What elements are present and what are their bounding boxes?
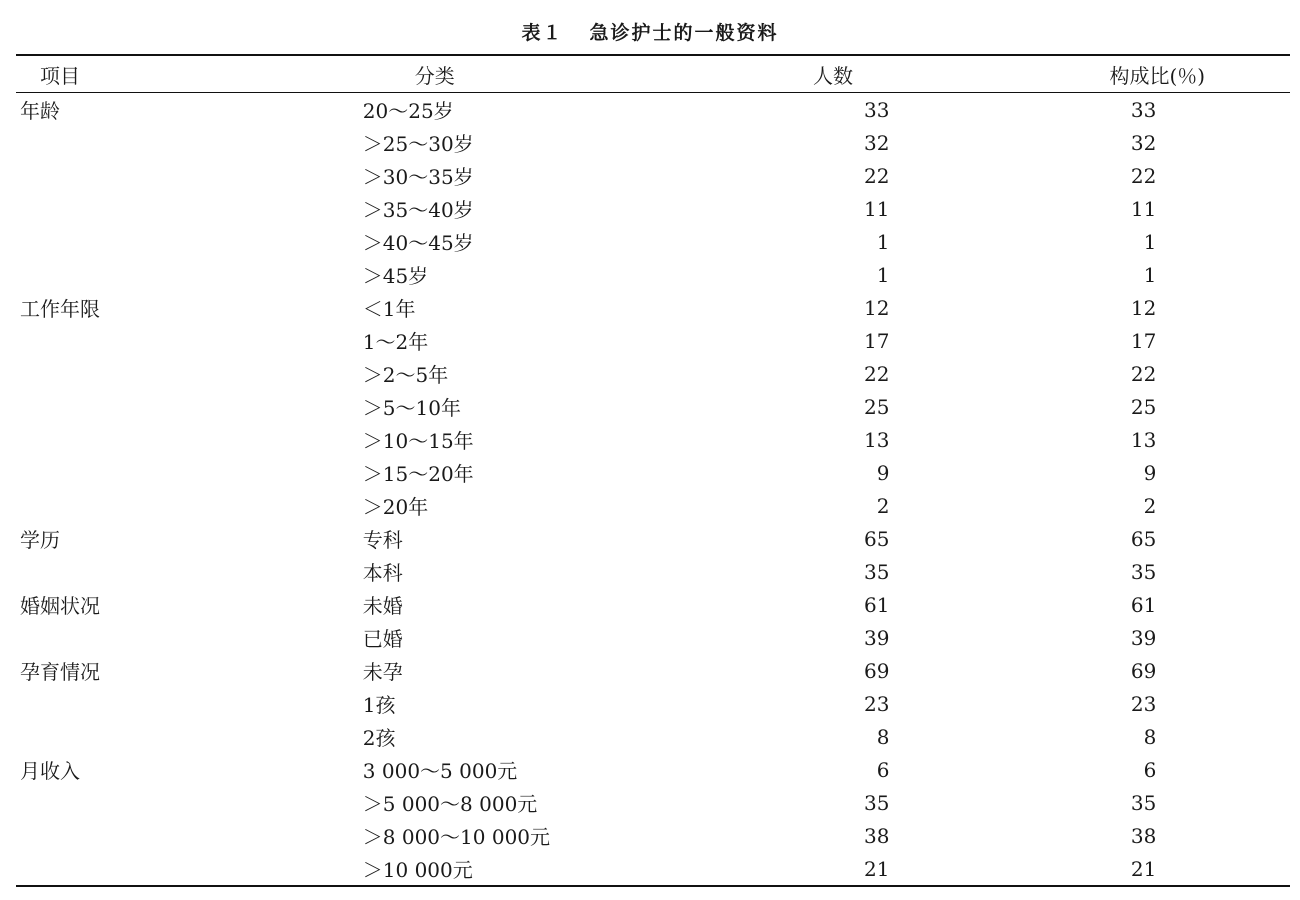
row-category-cell: ＞8 000～10 000元 (362, 825, 551, 849)
row-spacer-cell (889, 159, 1024, 192)
row-count-cell: 39 (863, 625, 890, 650)
row-spacer-cell (889, 819, 1024, 852)
row-tail-cell (1156, 753, 1290, 786)
row-tail-cell (1156, 588, 1290, 621)
table-row (16, 489, 1290, 522)
row-category-cell: 1～2年 (362, 330, 429, 354)
row-tail-cell (1156, 489, 1290, 522)
row-count-cell: 2 (876, 493, 890, 518)
row-count-cell: 61 (863, 592, 890, 617)
row-tail-cell (1156, 291, 1290, 324)
row-percent-cell: 32 (1130, 130, 1157, 155)
row-percent-cell: 65 (1130, 526, 1157, 551)
row-count-cell: 32 (863, 130, 890, 155)
row-tail-cell (1156, 258, 1290, 291)
row-count-cell: 1 (876, 262, 890, 287)
row-count-cell: 1 (876, 229, 890, 254)
row-percent-cell: 38 (1130, 823, 1157, 848)
row-tail-cell (1156, 225, 1290, 258)
table-row (16, 258, 1290, 291)
row-item-cell (16, 126, 363, 159)
row-item-cell (16, 621, 363, 654)
row-count-cell: 6 (876, 757, 890, 782)
row-spacer-cell (889, 324, 1024, 357)
table-row (16, 588, 1290, 621)
table-row (16, 291, 1290, 324)
row-spacer-cell (889, 390, 1024, 423)
table-row (16, 390, 1290, 423)
row-percent-cell: 39 (1130, 625, 1157, 650)
row-spacer-cell (889, 225, 1024, 258)
row-percent-cell: 9 (1143, 460, 1157, 485)
row-count-cell: 23 (863, 691, 890, 716)
row-tail-cell (1156, 819, 1290, 852)
row-category-cell: 3 000～5 000元 (362, 759, 518, 783)
row-spacer-cell (889, 93, 1024, 127)
row-category-cell: ＞20年 (362, 495, 429, 519)
row-item-cell (16, 159, 363, 192)
row-percent-cell: 69 (1130, 658, 1157, 683)
row-category-cell: ＜1年 (362, 297, 416, 321)
row-percent-cell: 12 (1130, 295, 1157, 320)
table-caption: 急诊护士的一般资料 (589, 22, 779, 44)
row-percent-cell: 2 (1143, 493, 1157, 518)
row-category-cell: ＞30～35岁 (362, 165, 474, 189)
row-tail-cell (1156, 720, 1290, 753)
row-item-cell (16, 555, 363, 588)
row-tail-cell (1156, 555, 1290, 588)
row-tail-cell (1156, 654, 1290, 687)
row-percent-cell: 6 (1143, 757, 1157, 782)
row-tail-cell (1156, 93, 1290, 127)
row-spacer-cell (889, 720, 1024, 753)
row-item-cell (16, 720, 363, 753)
row-count-cell: 22 (863, 361, 890, 386)
table-row (16, 192, 1290, 225)
row-tail-cell (1156, 687, 1290, 720)
row-tail-cell (1156, 324, 1290, 357)
table-number: 表１ (521, 22, 564, 44)
table-row (16, 654, 1290, 687)
row-tail-cell (1156, 786, 1290, 819)
row-percent-cell: 13 (1130, 427, 1157, 452)
table-row (16, 555, 1290, 588)
row-spacer-cell (889, 258, 1024, 291)
row-spacer-cell (889, 786, 1024, 819)
row-spacer-cell (889, 522, 1024, 555)
table-header (16, 55, 1290, 93)
row-spacer-cell (889, 423, 1024, 456)
row-category-cell: ＞10 000元 (363, 852, 777, 886)
row-percent-cell: 23 (1130, 691, 1157, 716)
row-tail-cell (1156, 357, 1290, 390)
table-row (16, 225, 1290, 258)
row-tail-cell (1156, 852, 1290, 886)
row-spacer-cell (889, 588, 1024, 621)
table-row (16, 93, 1290, 127)
row-category-cell: 2孩 (362, 726, 396, 750)
row-item-cell (16, 225, 363, 258)
row-count-cell: 13 (863, 427, 890, 452)
row-category-cell: ＞45岁 (362, 264, 429, 288)
row-tail-cell (1156, 390, 1290, 423)
row-tail-cell (1156, 159, 1290, 192)
row-count-cell: 38 (863, 823, 890, 848)
row-spacer-cell (889, 456, 1024, 489)
row-item-cell (16, 423, 363, 456)
row-spacer-cell (889, 291, 1024, 324)
row-count-cell: 17 (863, 328, 890, 353)
row-item-cell (16, 819, 363, 852)
header-count: 人数 (777, 55, 890, 93)
row-percent-cell: 8 (1143, 724, 1157, 749)
row-percent-cell: 25 (1130, 394, 1157, 419)
row-tail-cell (1156, 621, 1290, 654)
row-spacer-cell (889, 192, 1024, 225)
row-count-cell: 69 (863, 658, 890, 683)
row-item-cell (16, 489, 363, 522)
table-body (16, 93, 1290, 887)
row-spacer-cell (889, 489, 1024, 522)
row-category-cell: ＞10～15年 (362, 429, 474, 453)
row-category-cell: ＞40～45岁 (362, 231, 474, 255)
row-spacer-cell (889, 555, 1024, 588)
table-row (16, 357, 1290, 390)
row-item-cell (16, 852, 363, 886)
row-count-cell: 8 (876, 724, 890, 749)
row-category-cell: 未孕 (362, 660, 403, 684)
row-category-cell: ＞15～20年 (362, 462, 474, 486)
table-title (0, 18, 1300, 45)
row-percent-cell: 11 (1130, 196, 1157, 221)
row-count-cell: 12 (863, 295, 890, 320)
row-item-cell (16, 357, 363, 390)
row-spacer-cell (889, 687, 1024, 720)
row-tail-cell (1156, 126, 1290, 159)
row-category-cell: 本科 (362, 561, 403, 585)
row-spacer-cell (889, 621, 1024, 654)
table-row (16, 159, 1290, 192)
row-category-cell: 已婚 (362, 627, 403, 651)
row-item-cell (16, 456, 363, 489)
table-row (16, 753, 1290, 786)
row-spacer-cell (889, 357, 1024, 390)
general-info-table (16, 54, 1290, 887)
header-percent: 构成比(％) (1025, 55, 1290, 93)
row-item-cell: 学历 (20, 528, 60, 552)
row-item-cell (16, 324, 363, 357)
row-tail-cell (1156, 423, 1290, 456)
row-item-cell: 年龄 (20, 99, 60, 123)
row-count-cell: 25 (863, 394, 890, 419)
row-item-cell (16, 390, 363, 423)
row-count-cell: 33 (863, 97, 890, 122)
row-category-cell: ＞2～5年 (362, 363, 449, 387)
row-category-cell: 1孩 (362, 693, 396, 717)
row-spacer-cell (889, 852, 1024, 886)
header-item: 项目 (16, 55, 363, 93)
row-category-cell: ＞25～30岁 (362, 132, 474, 156)
row-count-cell: 9 (876, 460, 890, 485)
row-item-cell (16, 258, 363, 291)
header-spacer (889, 55, 1024, 93)
table-row (16, 456, 1290, 489)
row-category-cell: ＞5 000～8 000元 (362, 792, 538, 816)
row-category-cell: ＞5～10年 (362, 396, 461, 420)
row-count-cell: 11 (863, 196, 890, 221)
table-row (16, 126, 1290, 159)
row-tail-cell (1156, 456, 1290, 489)
table-row (16, 324, 1290, 357)
row-category-cell: 未婚 (362, 594, 403, 618)
row-category-cell: 20～25岁 (362, 99, 454, 123)
row-spacer-cell (889, 126, 1024, 159)
row-item-cell: 孕育情况 (20, 660, 100, 684)
row-tail-cell (1156, 192, 1290, 225)
row-percent-cell: 35 (1130, 790, 1157, 815)
row-percent-cell: 17 (1130, 328, 1157, 353)
row-percent-cell: 22 (1130, 163, 1157, 188)
row-count-cell: 22 (863, 163, 890, 188)
row-category-cell: 专科 (362, 528, 403, 552)
table-row (16, 687, 1290, 720)
header-category: 分类 (363, 55, 777, 93)
row-category-cell: ＞35～40岁 (362, 198, 474, 222)
row-percent-cell: 1 (1143, 229, 1157, 254)
row-spacer-cell (889, 654, 1024, 687)
table-row (16, 621, 1290, 654)
row-spacer-cell (889, 753, 1024, 786)
row-percent-cell: 1 (1143, 262, 1157, 287)
row-percent-cell: 22 (1130, 361, 1157, 386)
table-row (16, 720, 1290, 753)
row-percent-cell: 21 (1025, 852, 1157, 886)
row-count-cell: 65 (863, 526, 890, 551)
row-item-cell: 婚姻状况 (20, 594, 100, 618)
row-count-cell: 35 (863, 790, 890, 815)
table-row (16, 786, 1290, 819)
table-row (16, 423, 1290, 456)
row-item-cell: 工作年限 (20, 297, 100, 321)
row-item-cell (16, 192, 363, 225)
row-item-cell (16, 786, 363, 819)
row-percent-cell: 33 (1130, 97, 1157, 122)
row-item-cell (16, 687, 363, 720)
header-row (16, 55, 1290, 93)
row-count-cell: 35 (863, 559, 890, 584)
row-percent-cell: 61 (1130, 592, 1157, 617)
row-percent-cell: 35 (1130, 559, 1157, 584)
row-count-cell: 21 (777, 852, 890, 886)
row-item-cell: 月收入 (20, 759, 80, 783)
table-row (16, 522, 1290, 555)
table-row (16, 819, 1290, 852)
row-tail-cell (1156, 522, 1290, 555)
table-row (16, 852, 1290, 886)
